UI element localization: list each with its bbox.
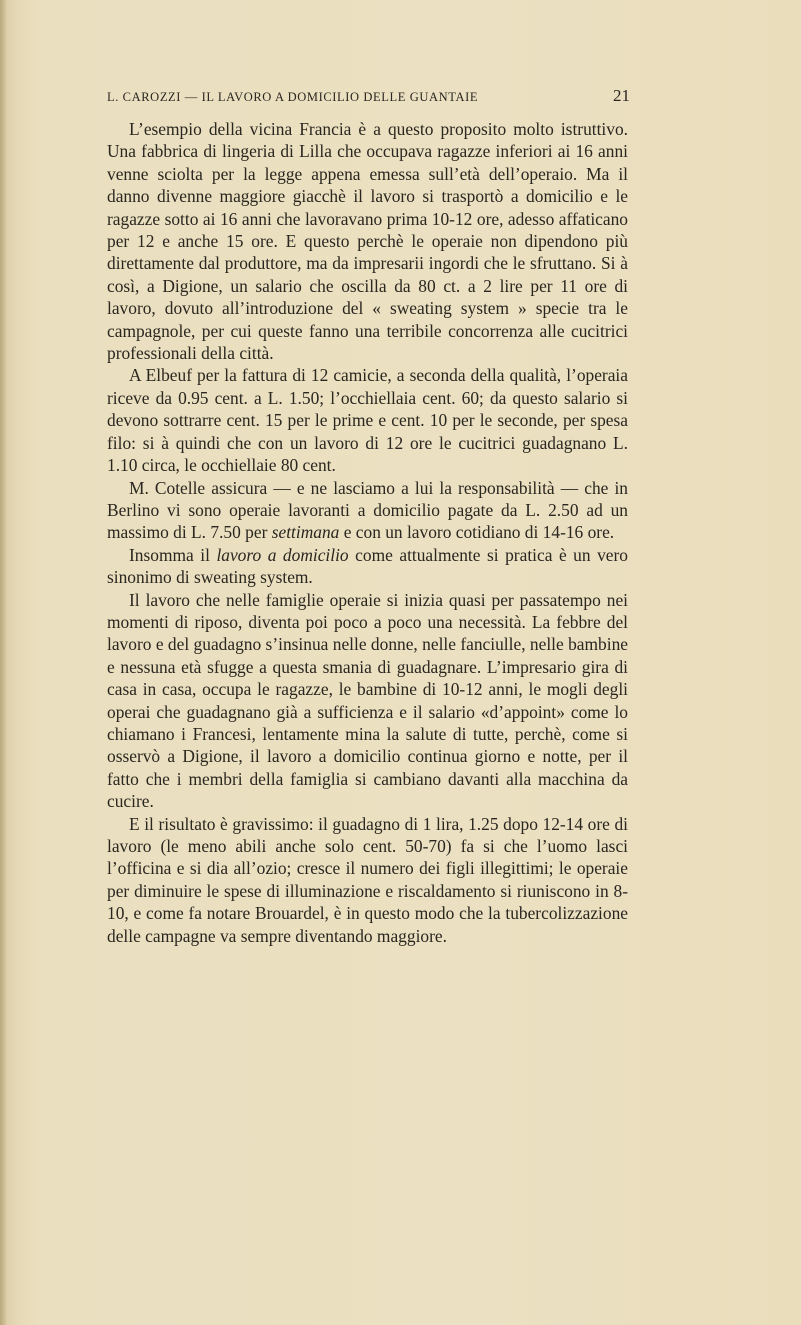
paragraph-insomma-text: Insomma il [129, 544, 217, 565]
paragraph-berlin-text-end: e con un lavoro cotidiano di 14-16 ore. [339, 522, 615, 543]
paragraph-france-example: L’esempio della vicina Francia è a questo proposito molto istruttivo. Una fabbrica di lingeria di Lilla che occupava ragazze inferiori ai 16 anni venne sciolta per la legge appena emessa sull’età dell’operaio. Ma il danno divenne maggiore giacchè il lavoro si trasportò a domicilio e le ragazze sotto ai 16 anni che lavoravano prima 10-12 ore, adesso affaticano per 12 e anche 15 ore. E questo perchè le operaie non dipendono più direttamente dal produttore, ma da impresarii ingordi che le sfruttano. Si à così, a Digione, un salario che oscilla da 80 ct. a 2 lire per 11 ore di lavoro, dovuto all’introduzione del « sweating system » specie tra le campagnole, per cui queste fanno una terribile concorrenza alle cucitrici professionali della città. [107, 119, 628, 364]
body-text [107, 118, 628, 947]
paragraph-insomma [107, 544, 628, 589]
page-number: 21 [613, 86, 630, 105]
running-head: L. CAROZZI — IL LAVORO A DOMICILIO DELLE GUANTAIE [107, 90, 479, 104]
paragraph-result: E il risultato è gravissimo: il guadagno di 1 lira, 1.25 dopo 12-14 ore di lavoro (le meno abili anche solo cent. 50-70) fa si che l’uomo lasci l’officina e si dia all’ozio; cresce il numero dei figli illegittimi; le operaie per diminuire le spese di illuminazione e riscaldamento si riuniscono in 8-10, e come fa notare Brouardel, è in questo modo che la tubercolizzazione delle campagne va sempre diventando maggiore. [107, 813, 628, 946]
paragraph-elbeuf: A Elbeuf per la fattura di 12 camicie, a seconda della qualità, l’operaia riceve da 0.95 cent. a L. 1.50; l’occhiellaia cent. 60; da questo salario si devono sottrarre cent. 15 per le prime e cent. 10 per le seconde, per spesa filo: si à quindi che con un lavoro di 12 ore le cucitrici guadagnano L. 1.10 circa, le occhiellaie 80 cent. [107, 365, 628, 476]
paragraph-berlin [107, 477, 628, 544]
paragraph-berlin-emphasis: settimana [271, 522, 340, 543]
paragraph-berlin-text: M. Cotelle assicura — e ne lasciamo a lui la responsabilità — che in Berlino vi sono operaie lavoranti a domicilio pagate da L. 2.50 ad un massimo di L. 7.50 per [107, 477, 628, 543]
page-header [107, 86, 630, 110]
paragraph-family-work: Il lavoro che nelle famiglie operaie si inizia quasi per passatempo nei momenti di riposo, diventa poi poco a poco una necessità. La febbre del lavoro e del guadagno s’insinua nelle donne, nelle fanciulle, nelle bambine e nessuna età sfugge a questa smania di guadagnare. L’impresario gira di casa in casa, occupa le ragazze, le bambine di 10-12 anni, le mogli degli operai che guadagnano già a sufficienza e il salario «d’appoint» come lo chiamano i Francesi, lentamente mina la salute di tutte, perchè, come si osservò a Digione, il lavoro a domicilio continua giorno e notte, per il fatto che i membri della famiglia si cambiano davanti alla macchina da cucire. [107, 589, 628, 812]
paragraph-insomma-emphasis: lavoro a domicilio [216, 544, 349, 565]
paragraph-insomma-text-end: come attualmente si pratica è un vero sinonimo di sweating system. [107, 544, 628, 588]
